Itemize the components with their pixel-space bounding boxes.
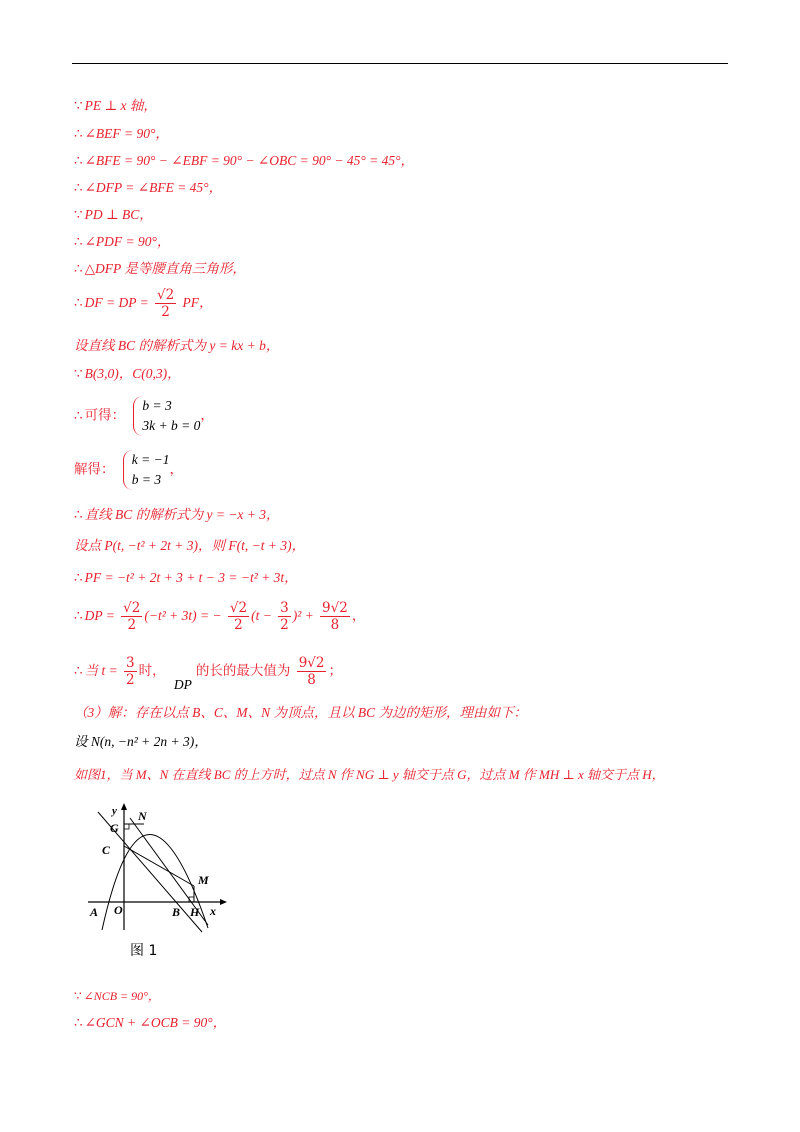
fraction-sqrt2-over-2: $\frac{√2}{2}$ (156, 287, 175, 320)
line-9: 设直线 BC 的解析式为 y = kx + b， (74, 338, 280, 353)
line-13: ∴ 直线 BC 的解析式为 y = −x + 3， (74, 507, 280, 523)
line-7: ∴ △DFP 是等腰直角三角形， (74, 261, 246, 277)
y-axis-arrow (121, 803, 127, 810)
line-20: 如图1，当 M、N 在直线 BC 的上方时，过点 N 作 NG ⊥ y 轴交于点 G，过点 M 作 MH ⊥ x 轴交于点 H， (74, 767, 665, 782)
x-axis-arrow (220, 899, 227, 905)
fraction: $\frac{√2}{2}$ (229, 600, 248, 633)
line-15: ∴ PF = −t² + 2t + 3 + t − 3 = −t² + 3t， (74, 570, 298, 586)
line-11: ∴ 可得： b = 3 3k + b = 0 ， (74, 396, 214, 436)
fraction: $\frac{3}{2}$ (126, 655, 135, 688)
line-21: ∵ ∠NCB = 90°， (74, 989, 160, 1003)
equation-system-1: b = 3 3k + b = 0 (133, 396, 200, 436)
line-8: ∴ DF = DP = $\frac{√2}{2}$ PF， (74, 287, 213, 320)
header-rule (72, 63, 728, 64)
label-c: C (102, 843, 111, 857)
fraction: $\frac{√2}{2}$ (123, 600, 141, 633)
fraction: $\frac{9√2}{8}$ (322, 600, 348, 633)
line-12: 解得： k = −1 b = 3 ， (74, 450, 183, 490)
line-22: ∴ ∠GCN + ∠OCB = 90°， (74, 1015, 227, 1031)
right-angle-g (124, 824, 129, 829)
line-6: ∴ ∠PDF = 90°， (74, 234, 171, 250)
label-g: G (110, 821, 119, 835)
line-1: ∵ PE ⊥ x 轴， (74, 98, 157, 114)
line-16: ∴ DP = $\frac{√2}{2}$ (−t² + 3t) = − $\frac{√2}{2}$ (t − $\frac{3}{2}$ )² + $\frac{9√2}{8}$ ， (74, 600, 366, 633)
segment-cm (124, 846, 194, 886)
line-14: 设点 P(t, −t² + 2t + 3)，则 F(t, −t + 3)， (74, 538, 306, 553)
line-2: ∴ ∠BEF = 90°， (74, 126, 169, 142)
label-n: N (138, 809, 147, 823)
fraction: $\frac{3}{2}$ (280, 600, 289, 633)
line-18: （3）解：存在以点 B、C、M、N 为顶点，且以 BC 为边的矩形，理由如下： (74, 705, 528, 720)
line-10: ∵ B(3,0)，C(0,3)， (74, 366, 181, 382)
label-y: y (112, 805, 117, 817)
figure-caption: 图 1 (130, 943, 158, 959)
label-m: M (198, 873, 209, 887)
line-4: ∴ ∠DFP = ∠BFE = 45°， (74, 180, 223, 196)
line-19: 设 N(n, −n² + 2n + 3)， (74, 734, 208, 749)
label-o: O (114, 903, 123, 917)
fraction: $\frac{9√2}{8}$ (298, 655, 325, 688)
label-h: H (190, 905, 200, 919)
equation-system-2: k = −1 b = 3 (123, 450, 170, 490)
line-5: ∵ PD ⊥ BC， (74, 207, 153, 223)
line-17: ∴ 当 t = $\frac{3}{2}$ 时， DP的长的最大值为 $\frac{9√2}{8}$ ； (74, 655, 342, 692)
label-x: x (210, 904, 216, 918)
figure-1 (80, 800, 240, 960)
label-a: A (90, 905, 99, 919)
label-b: B (172, 905, 181, 919)
line-3: ∴ ∠BFE = 90° − ∠EBF = 90° − ∠OBC = 90° − 45° = 45°， (74, 153, 415, 169)
